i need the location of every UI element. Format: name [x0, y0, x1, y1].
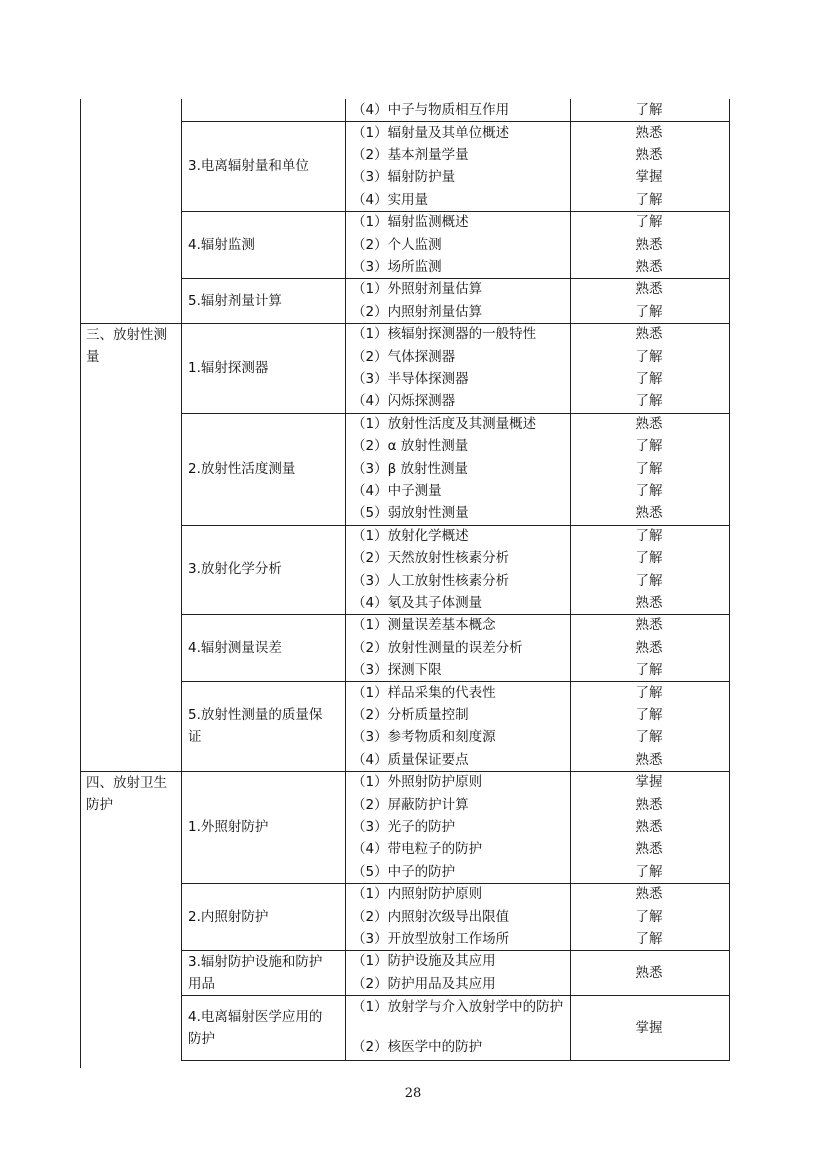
table-border-vertical — [181, 121, 182, 211]
content-item: （3）人工放射性核素分析 — [352, 572, 510, 589]
unit-title: 1.外照射防护 — [188, 819, 269, 835]
table-border-vertical — [729, 413, 730, 525]
content-item: （4）实用量 — [352, 191, 429, 208]
content-item: （4）质量保证要点 — [352, 751, 469, 768]
content-item: （1）外照射剂量估算 — [352, 281, 483, 298]
table-border-vertical — [345, 525, 346, 615]
content-item: （2）防护用品及其应用 — [352, 975, 496, 992]
table-border-vertical — [345, 950, 346, 995]
table-border-vertical — [345, 323, 346, 413]
content-item: （2）α 放射性测量 — [352, 438, 469, 455]
requirement-level: 掌握 — [635, 169, 663, 186]
content-item: （2）分析质量控制 — [352, 707, 469, 723]
table-border-vertical — [345, 681, 346, 771]
table-border-vertical — [729, 121, 730, 211]
requirement-level: 熟悉 — [635, 415, 663, 432]
table-border-horizontal — [181, 211, 730, 212]
table-border-horizontal — [181, 1060, 730, 1061]
table-border-vertical — [345, 883, 346, 950]
requirement-level: 了解 — [635, 527, 663, 544]
requirement-level: 了解 — [635, 393, 663, 410]
table-border-vertical — [570, 413, 571, 525]
requirement-level: 了解 — [635, 303, 663, 320]
content-item: （1）防护设施及其应用 — [352, 953, 496, 970]
content-item: （2）个人监测 — [352, 236, 442, 253]
requirement-level: 熟悉 — [635, 796, 663, 813]
table-border-vertical — [345, 614, 346, 681]
unit-title: 5.辐射剂量计算 — [188, 292, 282, 309]
content-item: （1）辐射监测概述 — [352, 214, 469, 231]
unit-title: 4.辐射测量误差 — [188, 639, 282, 656]
requirement-level: 熟悉 — [635, 639, 663, 656]
table-border-vertical — [729, 771, 730, 883]
unit-title: 2.放射性活度测量 — [188, 460, 296, 477]
table-border-vertical — [570, 211, 571, 278]
table-border-vertical — [570, 525, 571, 615]
table-border-vertical — [570, 950, 571, 995]
content-item: （5）中子的防护 — [352, 863, 456, 880]
requirement-level: 了解 — [635, 684, 663, 701]
content-item: （1）测量误差基本概念 — [352, 617, 496, 634]
content-item: （1）放射学与介入放射学中的防护 — [352, 999, 564, 1015]
table-border-vertical — [181, 681, 182, 771]
content-item: （1）内照射防护原则 — [352, 886, 483, 903]
table-border-vertical — [181, 413, 182, 525]
content-item: （2）天然放射性核素分析 — [352, 550, 510, 567]
table-border-horizontal — [181, 278, 730, 279]
content-item: （1）样品采集的代表性 — [352, 684, 496, 701]
table-border-vertical — [181, 883, 182, 950]
table-border-vertical — [570, 121, 571, 211]
requirement-level: 了解 — [635, 460, 663, 477]
table-border-horizontal — [181, 525, 730, 526]
unit-title: 5.放射性测量的质量保 证 — [188, 707, 323, 746]
content-item: （1）外照射防护原则 — [352, 774, 483, 791]
requirement-level: 了解 — [635, 707, 663, 723]
unit-title: 4.电离辐射医学应用的 防护 — [188, 1008, 323, 1047]
table-border-vertical — [80, 323, 81, 771]
requirement-level: 了解 — [635, 572, 663, 589]
unit-title: 3.辐射防护设施和防护 用品 — [188, 953, 323, 992]
content-item: （1）辐射量及其单位概述 — [352, 124, 510, 141]
requirement-level: 熟悉 — [635, 147, 663, 163]
unit-title: 3.电离辐射量和单位 — [188, 158, 309, 175]
requirement-level: 了解 — [635, 214, 663, 231]
requirement-level: 熟悉 — [635, 326, 663, 343]
content-item: （3）β 放射性测量 — [352, 460, 468, 477]
table-border-vertical — [345, 121, 346, 211]
table-border-horizontal — [181, 771, 730, 772]
table-border-vertical — [570, 614, 571, 681]
content-item: （3）半导体探测器 — [352, 371, 469, 387]
requirement-level: 熟悉 — [635, 281, 663, 298]
content-item: （2）基本剂量学量 — [352, 147, 469, 163]
table-border-vertical — [181, 771, 182, 883]
unit-title: 3.放射化学分析 — [188, 561, 282, 578]
requirement-level: 熟悉 — [635, 841, 663, 858]
table-border-horizontal — [181, 995, 730, 996]
table-border-vertical — [181, 525, 182, 615]
table-border-vertical — [181, 278, 182, 323]
table-border-vertical — [729, 614, 730, 681]
table-border-vertical — [570, 323, 571, 413]
table-border-horizontal — [181, 681, 730, 682]
table-border-horizontal — [181, 121, 730, 122]
table-border-vertical — [570, 883, 571, 950]
requirement-level: 熟悉 — [635, 617, 663, 634]
content-item: （2）内照射剂量估算 — [352, 303, 483, 320]
content-item: （3）探测下限 — [352, 662, 442, 679]
table-border-vertical — [80, 771, 81, 1068]
table-border-vertical — [345, 211, 346, 278]
content-item: （4）带电粒子的防护 — [352, 841, 483, 858]
table-border-vertical — [729, 525, 730, 615]
table-border-vertical — [570, 771, 571, 883]
requirement-level: 熟悉 — [635, 259, 663, 275]
table-border-vertical — [570, 278, 571, 323]
requirement-level: 掌握 — [635, 1019, 663, 1036]
chapter-title: 四、放射卫生 防护 — [86, 775, 167, 813]
table-border-vertical — [729, 99, 730, 121]
table-border-horizontal — [181, 323, 730, 324]
requirement-level: 了解 — [635, 729, 663, 746]
content-item: （3）开放型放射工作场所 — [352, 931, 510, 947]
content-item: （1）放射性活度及其测量概述 — [352, 415, 537, 432]
requirement-level: 熟悉 — [635, 751, 663, 768]
table-border-vertical — [181, 950, 182, 995]
page-number: 28 — [404, 1086, 422, 1101]
chapter-title: 三、放射性测 量 — [86, 327, 167, 365]
requirement-level: 了解 — [635, 438, 663, 455]
requirement-level: 了解 — [635, 550, 663, 567]
table-border-vertical — [729, 211, 730, 278]
content-item: （3）辐射防护量 — [352, 169, 456, 186]
requirement-level: 熟悉 — [635, 236, 663, 253]
table-border-vertical — [181, 323, 182, 413]
table-border-vertical — [570, 995, 571, 1060]
table-border-vertical — [181, 995, 182, 1060]
content-item: （3）场所监测 — [352, 259, 442, 275]
content-item: （4）闪烁探测器 — [352, 393, 456, 410]
table-border-vertical — [345, 995, 346, 1060]
table-border-vertical — [570, 681, 571, 771]
content-item: （1）放射化学概述 — [352, 527, 469, 544]
table-border-horizontal — [181, 614, 730, 615]
requirement-level: 了解 — [635, 863, 663, 880]
table-border-vertical — [345, 771, 346, 883]
table-border-vertical — [729, 995, 730, 1060]
content-item: （2）放射性测量的误差分析 — [352, 639, 523, 656]
content-item: （5）弱放射性测量 — [352, 505, 469, 522]
content-item: （2）内照射次级导出限值 — [352, 908, 510, 925]
table-border-horizontal — [181, 883, 730, 884]
requirement-level: 熟悉 — [635, 964, 663, 981]
table-border-vertical — [80, 99, 81, 323]
content-item: （4）氡及其子体测量 — [352, 595, 483, 611]
table-border-vertical — [345, 99, 346, 121]
table-border-vertical — [729, 323, 730, 413]
requirement-level: 了解 — [635, 371, 663, 387]
table-border-vertical — [345, 278, 346, 323]
requirement-level: 熟悉 — [635, 595, 663, 611]
table-border-vertical — [181, 211, 182, 278]
table-border-vertical — [729, 950, 730, 995]
requirement-level: 了解 — [635, 908, 663, 925]
requirement-level: 了解 — [635, 931, 663, 947]
table-border-horizontal — [181, 413, 730, 414]
content-item: （2）气体探测器 — [352, 348, 456, 365]
requirement-level: 熟悉 — [635, 124, 663, 141]
table-border-vertical — [181, 99, 182, 121]
requirement-level: 了解 — [635, 191, 663, 208]
requirement-level: 熟悉 — [635, 505, 663, 522]
requirement-level: 了解 — [635, 102, 663, 119]
requirement-level: 了解 — [635, 348, 663, 365]
table-border-vertical — [729, 883, 730, 950]
content-item: （2）屏蔽防护计算 — [352, 796, 469, 813]
requirement-level: 熟悉 — [635, 819, 663, 835]
table-border-vertical — [181, 614, 182, 681]
unit-title: 4.辐射监测 — [188, 236, 255, 253]
unit-title: 1.辐射探测器 — [188, 359, 269, 376]
requirement-level: 了解 — [635, 662, 663, 679]
unit-title: 2.内照射防护 — [188, 908, 269, 925]
table-border-vertical — [729, 278, 730, 323]
content-item: （4）中子与物质相互作用 — [352, 102, 510, 119]
table-border-vertical — [570, 99, 571, 121]
content-item: （3）光子的防护 — [352, 819, 456, 835]
requirement-level: 熟悉 — [635, 886, 663, 903]
table-border-vertical — [345, 413, 346, 525]
table-border-vertical — [729, 681, 730, 771]
content-item: （1）核辐射探测器的一般特性 — [352, 326, 537, 343]
content-item: （4）中子测量 — [352, 483, 442, 499]
content-item: （2）核医学中的防护 — [352, 1039, 483, 1055]
content-item: （3）参考物质和刻度源 — [352, 729, 496, 746]
requirement-level: 掌握 — [635, 774, 663, 791]
requirement-level: 了解 — [635, 483, 663, 499]
